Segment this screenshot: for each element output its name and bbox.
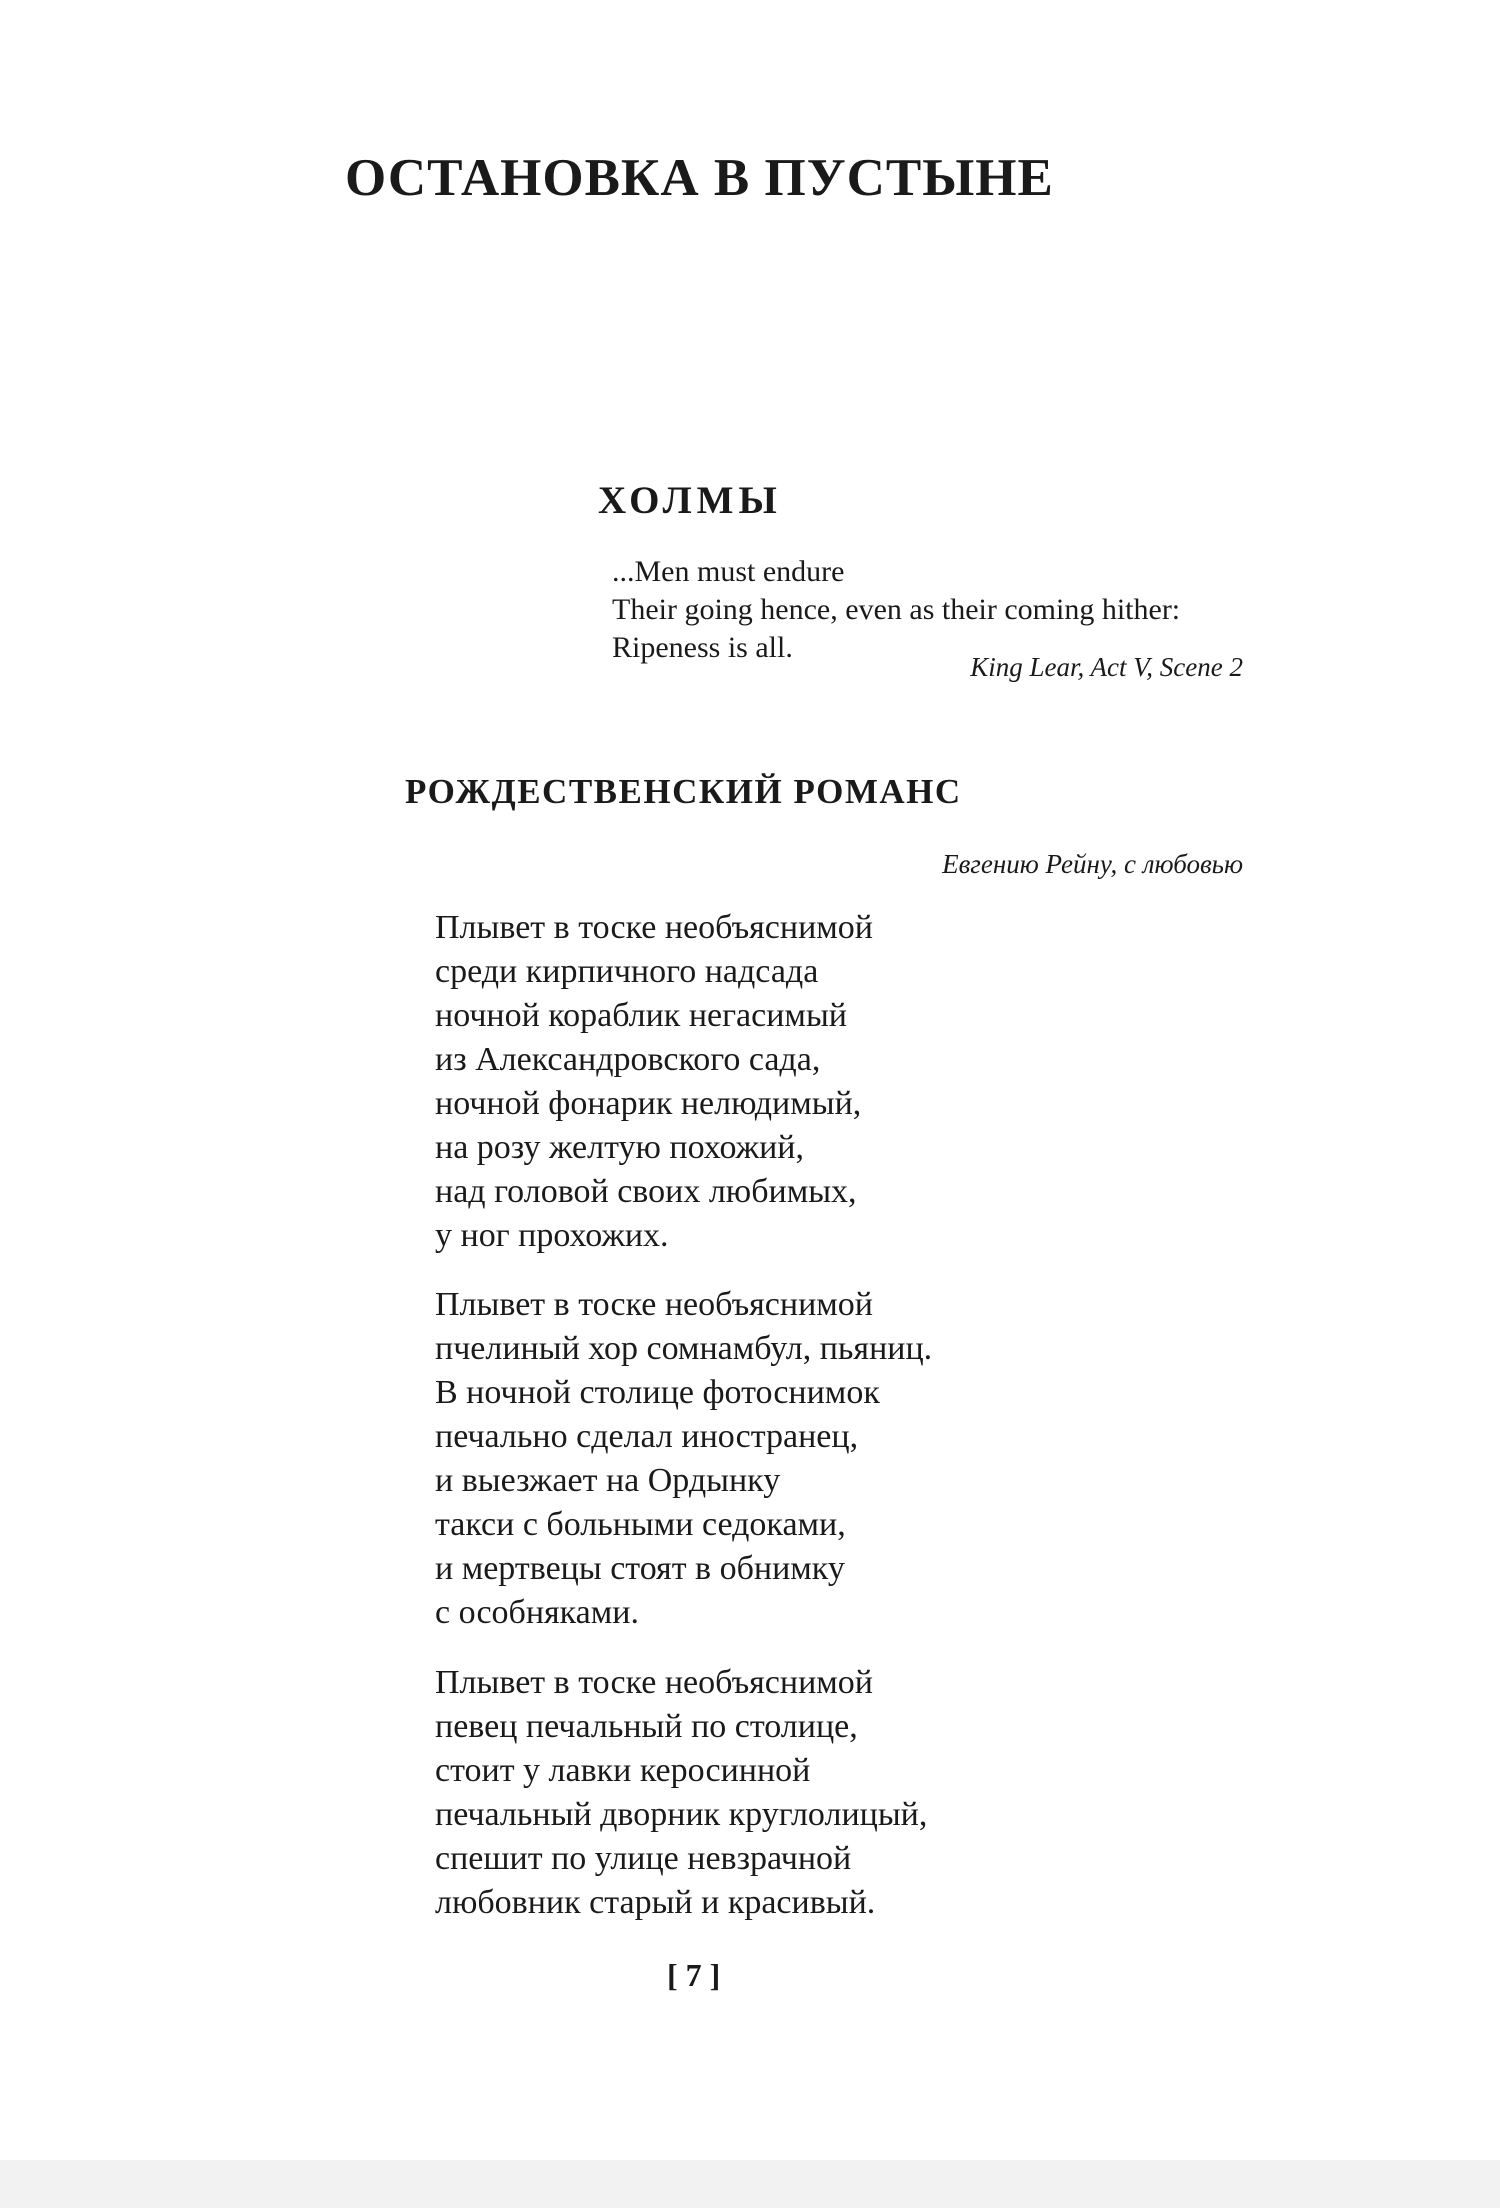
poem-line: ночной кораблик негасимый — [435, 997, 847, 1034]
poem-line: над головой своих любимых, — [435, 1173, 857, 1210]
poem-line: из Александровского сада, — [435, 1041, 821, 1078]
poem-line: печальный дворник круглолицый, — [435, 1796, 928, 1833]
epigraph — [612, 553, 1242, 667]
poem-line: любовник старый и красивый. — [435, 1884, 876, 1921]
poem-line: у ног прохожих. — [435, 1217, 669, 1254]
poem-line: среди кирпичного надсада — [435, 953, 819, 990]
poem-title: РОЖДЕСТВЕНСКИЙ РОМАНС — [405, 772, 962, 811]
poem-line: и выезжает на Ордынку — [435, 1462, 781, 1499]
poem-line: ночной фонарик нелюдимый, — [435, 1085, 862, 1122]
poem-line: стоит у лавки керосинной — [435, 1752, 811, 1789]
poem-line: пчелиный хор сомнамбул, пьяниц. — [435, 1330, 933, 1367]
epigraph-source: King Lear, Act V, Scene 2 — [970, 652, 1243, 682]
poem-line: Плывет в тоске необъяснимой — [435, 1286, 873, 1323]
poem-line: на розу желтую похожий, — [435, 1129, 805, 1166]
poem-dedication: Евгению Рейну, с любовью — [942, 849, 1243, 879]
poem-line: с особняками. — [435, 1594, 639, 1631]
poem-line: спешит по улице невзрачной — [435, 1840, 852, 1877]
page-number: [ 7 ] — [667, 1957, 721, 1993]
poem-line: печально сделал иностранец, — [435, 1418, 859, 1455]
epigraph-line: ...Men must endure — [612, 555, 845, 588]
poem-line: Плывет в тоске необъяснимой — [435, 909, 873, 946]
poem-line: певец печальный по столице, — [435, 1708, 858, 1745]
section-title: ХОЛМЫ — [598, 479, 782, 522]
bottom-strip — [0, 2160, 1500, 2208]
stanza-2 — [435, 1283, 932, 1635]
stanza-3 — [435, 1661, 927, 1925]
poem-line: такси с больными седоками, — [435, 1506, 846, 1543]
poem-line: В ночной столице фотоснимок — [435, 1374, 880, 1411]
book-title: ОСТАНОВКА В ПУСТЫНЕ — [345, 149, 1054, 207]
epigraph-line: Ripeness is all. — [612, 631, 793, 664]
stanza-1 — [435, 906, 873, 1258]
epigraph-line: Their going hence, even as their coming hither: — [612, 593, 1181, 626]
poem-line: Плывет в тоске необъяснимой — [435, 1664, 873, 1701]
poem-line: и мертвецы стоят в обнимку — [435, 1550, 845, 1587]
